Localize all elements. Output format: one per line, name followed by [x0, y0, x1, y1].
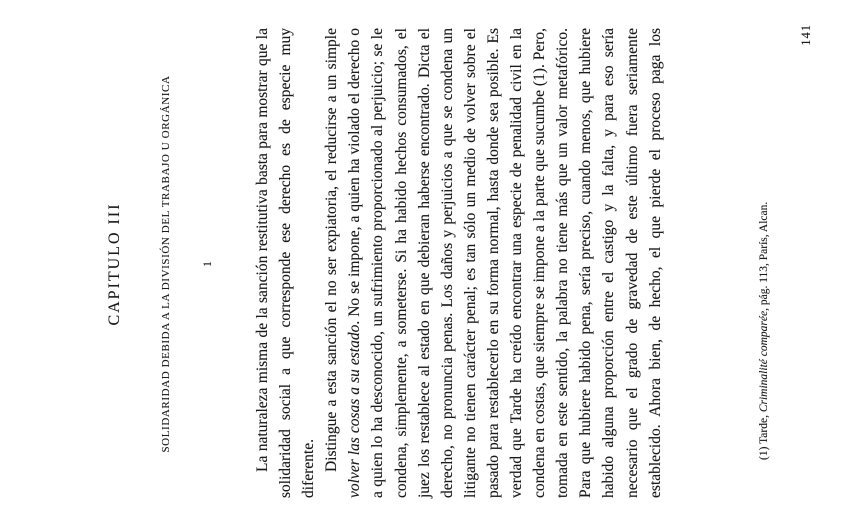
text-run: . No se impone, a quien ha violado el derecho o a quien lo ha desconocido, un sufrimiento proporcionado al perjuicio; se le condena, simplemente, a someterse. Si ha habido hechos consumados, el juez los restablece al estado en que debieran haberse encontrado. Dicta el derecho, no pronuncia penas. Los daños y perjuicios a que se condena un litigante no tienen carácter penal; es tan sólo un medio de volver sobre el pasado para restablecerlo en su forma normal, hasta donde sea posible. Es verdad que Tarde ha creído encontrar una especie de penalidad civil en la condena en costas, que siempre se impone a la parte que sucumbe (1). Pero, tomada en este sentido, la palabra no tiene más que un valor metafórico. Para que hubiere habido pena, sería preciso, cuando menos, que hubiere habido alguna proporción entre el castigo y la falta, y para eso sería necesario que el grado de gravedad de este último fuera seriamente establecido. Ahora bien, de hecho, el que pierde el proceso paga los — [346, 27, 664, 498]
italic-text-run: Criminalité comparée — [758, 310, 770, 413]
footnote — [757, 28, 771, 498]
chapter-title: CAPITULO III — [106, 202, 123, 326]
paragraph — [251, 28, 320, 498]
chapter-subtitle: SOLIDARIDAD DEBIDA A LA DIVISIÓN DEL TRABAJO U ORGÁNICA — [160, 75, 172, 453]
page-number: 141 — [799, 24, 813, 46]
footnote-text — [757, 28, 771, 460]
text-run: , pág. 113, París, Alcan. — [758, 201, 770, 311]
italic-text-run: volver las cosas a su estado — [346, 324, 364, 498]
paragraph — [320, 28, 666, 498]
body-paragraphs — [251, 28, 667, 498]
text-run: Distingue a esta sanción el no ser expiatoria, el reducirse a un simple — [323, 28, 341, 472]
text-run: (1) Tarde, — [758, 412, 770, 460]
text-run: La naturaleza misma de la sanción restitutiva basta para mostrar que la solidaridad social a que corresponde ese derecho es de especie muy diferente. — [254, 28, 318, 498]
section-number: 1 — [200, 261, 214, 267]
